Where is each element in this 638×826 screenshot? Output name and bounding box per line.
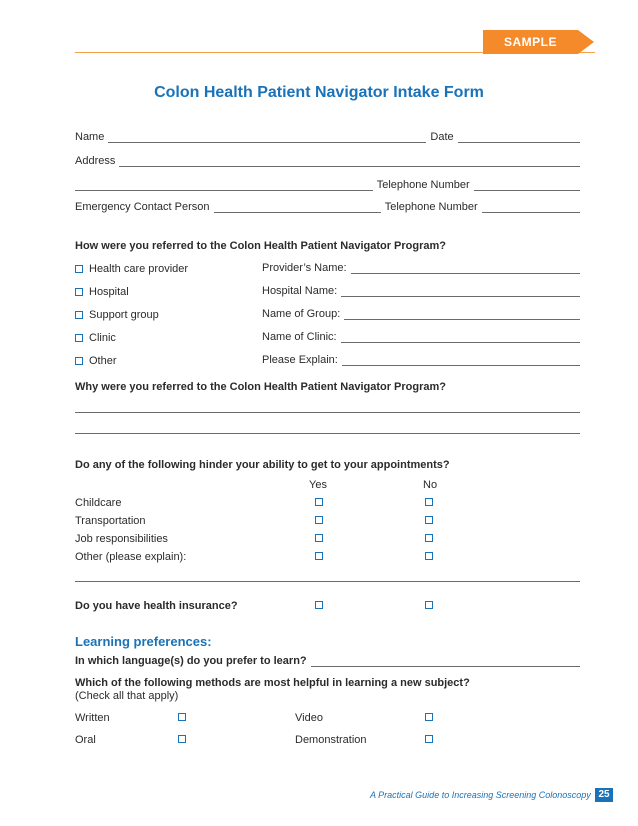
telephone-field[interactable] bbox=[474, 180, 580, 191]
checkbox[interactable] bbox=[75, 311, 83, 319]
date-label: Date bbox=[430, 131, 454, 143]
hinder-item-label: Job responsibilities bbox=[75, 533, 168, 545]
hinder-item-label: Other (please explain): bbox=[75, 551, 187, 563]
no-header: No bbox=[423, 479, 438, 491]
referral-option bbox=[75, 355, 117, 367]
referral-question: How were you referred to the Colon Health Patient Navigator Program? bbox=[75, 240, 447, 252]
hinder-item-label: Childcare bbox=[75, 497, 122, 509]
telephone-label: Telephone Number bbox=[376, 179, 470, 191]
sample-badge: SAMPLE bbox=[483, 30, 578, 54]
emergency-row bbox=[75, 201, 580, 213]
name-date-row bbox=[75, 131, 580, 143]
checkbox[interactable] bbox=[75, 288, 83, 296]
referral-option bbox=[75, 286, 129, 298]
referral-detail-row bbox=[262, 308, 580, 320]
learning-heading: Learning preferences: bbox=[75, 634, 212, 649]
checkbox[interactable] bbox=[315, 601, 323, 609]
referral-detail-label: Provider’s Name: bbox=[262, 262, 347, 274]
hospital-name-field[interactable] bbox=[341, 286, 580, 297]
address-line2-field[interactable] bbox=[75, 180, 373, 191]
why-answer-line[interactable] bbox=[75, 412, 580, 413]
address-label: Address bbox=[75, 155, 116, 167]
checkbox[interactable] bbox=[315, 498, 323, 506]
checkbox[interactable] bbox=[425, 498, 433, 506]
referral-option-label: Other bbox=[89, 355, 117, 367]
checkbox[interactable] bbox=[425, 713, 433, 721]
referral-option-label: Health care provider bbox=[89, 263, 189, 275]
date-field[interactable] bbox=[458, 132, 580, 143]
referral-detail-label: Name of Clinic: bbox=[262, 331, 337, 343]
language-field[interactable] bbox=[311, 656, 580, 667]
group-name-field[interactable] bbox=[344, 309, 580, 320]
referral-detail-row bbox=[262, 354, 580, 366]
referral-option-label: Hospital bbox=[89, 286, 129, 298]
method-label: Demonstration bbox=[295, 734, 367, 746]
emergency-label: Emergency Contact Person bbox=[75, 201, 210, 213]
footer-text: A Practical Guide to Increasing Screening Colonoscopy bbox=[370, 790, 591, 800]
provider-name-field[interactable] bbox=[351, 263, 580, 274]
address-row bbox=[75, 155, 580, 167]
checkbox[interactable] bbox=[425, 552, 433, 560]
address-field[interactable] bbox=[119, 156, 580, 167]
sample-badge-arrow bbox=[578, 30, 594, 54]
method-label: Video bbox=[295, 712, 323, 724]
hinder-item-label: Transportation bbox=[75, 515, 146, 527]
referral-detail-row bbox=[262, 331, 580, 343]
name-field[interactable] bbox=[108, 132, 426, 143]
hinder-question: Do any of the following hinder your ability to get to your appointments? bbox=[75, 459, 450, 471]
referral-option-label: Clinic bbox=[89, 332, 116, 344]
explain-field[interactable] bbox=[342, 355, 580, 366]
page-number: 25 bbox=[595, 788, 613, 802]
checkbox[interactable] bbox=[315, 516, 323, 524]
method-label: Oral bbox=[75, 734, 96, 746]
referral-option-label: Support group bbox=[89, 309, 159, 321]
telephone2-field[interactable] bbox=[482, 202, 580, 213]
hinder-explain-line[interactable] bbox=[75, 581, 580, 582]
why-answer-line[interactable] bbox=[75, 433, 580, 434]
referral-detail-label: Please Explain: bbox=[262, 354, 338, 366]
methods-note: (Check all that apply) bbox=[75, 690, 179, 702]
checkbox[interactable] bbox=[75, 357, 83, 365]
referral-option bbox=[75, 309, 159, 321]
methods-question: Which of the following methods are most helpful in learning a new subject? bbox=[75, 677, 470, 689]
checkbox[interactable] bbox=[425, 735, 433, 743]
checkbox[interactable] bbox=[425, 516, 433, 524]
language-question: In which language(s) do you prefer to learn? bbox=[75, 655, 307, 667]
referral-detail-label: Name of Group: bbox=[262, 308, 341, 320]
yes-header: Yes bbox=[309, 479, 327, 491]
checkbox[interactable] bbox=[75, 334, 83, 342]
referral-option bbox=[75, 263, 188, 275]
checkbox[interactable] bbox=[425, 601, 433, 609]
checkbox[interactable] bbox=[315, 552, 323, 560]
emergency-field[interactable] bbox=[214, 202, 381, 213]
clinic-name-field[interactable] bbox=[341, 332, 580, 343]
checkbox[interactable] bbox=[75, 265, 83, 273]
method-label: Written bbox=[75, 712, 110, 724]
insurance-question: Do you have health insurance? bbox=[75, 600, 238, 612]
checkbox[interactable] bbox=[178, 713, 186, 721]
referral-option bbox=[75, 332, 116, 344]
language-row bbox=[75, 655, 580, 667]
checkbox[interactable] bbox=[425, 534, 433, 542]
why-question: Why were you referred to the Colon Health Patient Navigator Program? bbox=[75, 381, 447, 393]
referral-detail-row bbox=[262, 285, 580, 297]
checkbox[interactable] bbox=[178, 735, 186, 743]
checkbox[interactable] bbox=[315, 534, 323, 542]
name-label: Name bbox=[75, 131, 105, 143]
telephone2-label: Telephone Number bbox=[384, 201, 478, 213]
referral-detail-row bbox=[262, 262, 580, 274]
address2-telephone-row bbox=[75, 179, 580, 191]
referral-detail-label: Hospital Name: bbox=[262, 285, 338, 297]
form-title: Colon Health Patient Navigator Intake Form bbox=[154, 84, 484, 101]
